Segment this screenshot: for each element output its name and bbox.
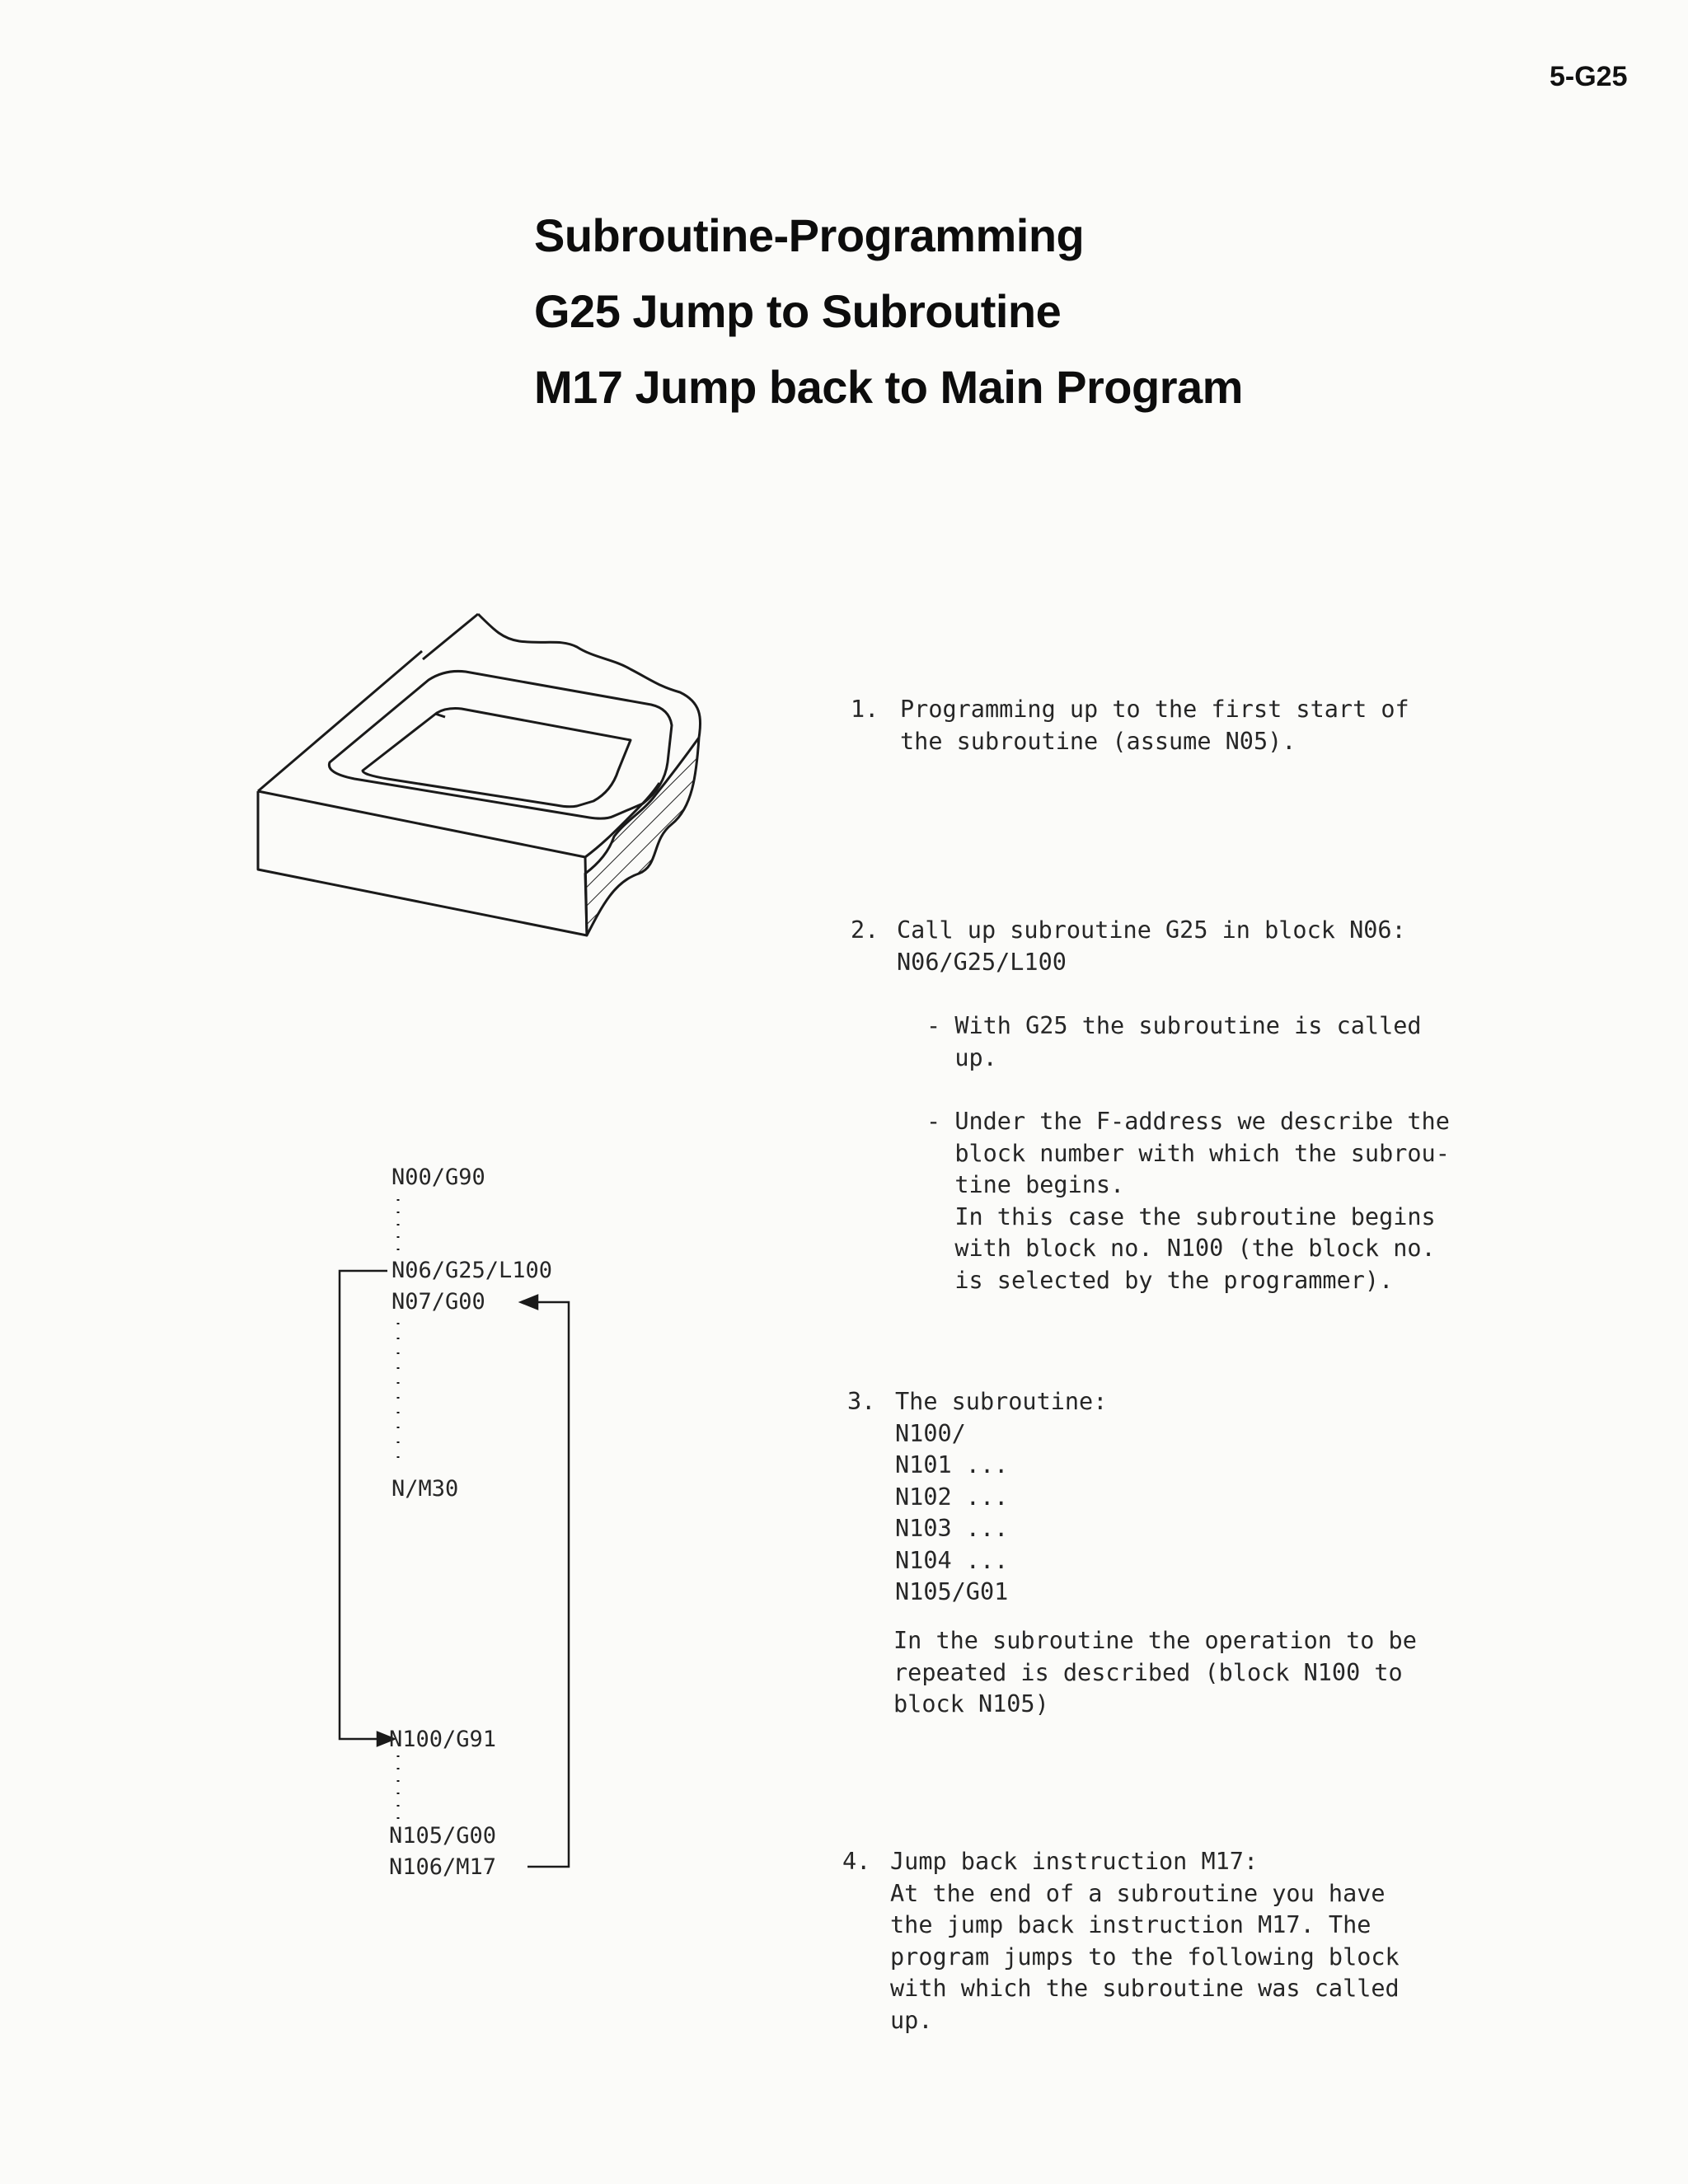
step-4-line: At the end of a subroutine you have [890,1879,1386,1907]
step-3-desc-line: repeated is described (block N100 to [893,1658,1403,1686]
flow-label-n100: N100/G91 [389,1727,497,1752]
flow-label-n00: N00/G90 [392,1165,485,1190]
step-3-description [893,1625,1417,1721]
step-1-number: 1. [851,696,879,723]
step-3-line: N102 ... [895,1483,1009,1511]
step-2-bullet-1-line: up. [926,1043,997,1071]
flow-label-n105: N105/G00 [389,1823,497,1849]
step-3-line: The subroutine: [895,1388,1108,1415]
step-2-bullet-2-line: block number with which the subrou- [926,1139,1450,1167]
step-4-line: program jumps to the following block [890,1943,1400,1971]
step-1-line: the subroutine (assume N05). [900,727,1296,755]
step-2-bullet-2-line: is selected by the programmer). [926,1266,1394,1294]
page-number: 5-G25 [1550,61,1628,92]
step-3-line: N101 ... [895,1451,1009,1479]
step-2-bullet-2-line: tine begins. [926,1171,1125,1198]
flow-label-n07: N07/G00 [392,1289,485,1315]
step-3-text [895,1386,1107,1609]
step-2-line: N06/G25/L100 [897,948,1067,976]
step-2-bullet-2 [926,1106,1450,1296]
step-2-bullet-1-line: - With G25 the subroutine is called [926,1012,1422,1039]
step-3-desc-line: block N105) [893,1690,1049,1718]
step-3-line: N103 ... [895,1515,1009,1542]
step-2-bullet-2-line: In this case the subroutine begins [926,1202,1436,1230]
step-3-line: N104 ... [895,1546,1009,1574]
step-4-number: 4. [842,1848,871,1875]
step-2-bullet-2-line: - Under the F-address we describe the [926,1108,1450,1135]
step-4-line: with which the subroutine was called [890,1975,1400,2002]
flow-label-n106: N106/M17 [389,1854,497,1880]
flow-label-m30: N/M30 [392,1476,459,1502]
step-3-line: N100/ [895,1419,966,1447]
step-3-number: 3. [847,1388,876,1415]
workpiece-drawing [258,614,701,935]
step-2-bullet-1 [926,1010,1422,1074]
flow-label-n06: N06/G25/L100 [392,1258,553,1283]
step-2-text [897,915,1406,978]
step-2-number: 2. [851,916,879,944]
title-line-1: Subroutine-Programming [534,209,1085,261]
step-1-line: Programming up to the first start of [900,696,1409,723]
step-3-line: N105/G01 [895,1578,1009,1605]
step-2-line: Call up subroutine G25 in block N06: [897,916,1406,944]
step-1-text [900,694,1409,757]
step-4-line: the jump back instruction M17. The [890,1911,1372,1938]
title-line-3: M17 Jump back to Main Program [534,361,1243,413]
title-line-2: G25 Jump to Subroutine [534,285,1062,337]
step-2-bullet-2-line: with block no. N100 (the block no. [926,1235,1436,1262]
step-4-line: up. [890,2006,933,2034]
step-3-desc-line: In the subroutine the operation to be [893,1627,1417,1654]
step-4-line: Jump back instruction M17: [890,1848,1259,1875]
step-4-text [890,1846,1400,2036]
